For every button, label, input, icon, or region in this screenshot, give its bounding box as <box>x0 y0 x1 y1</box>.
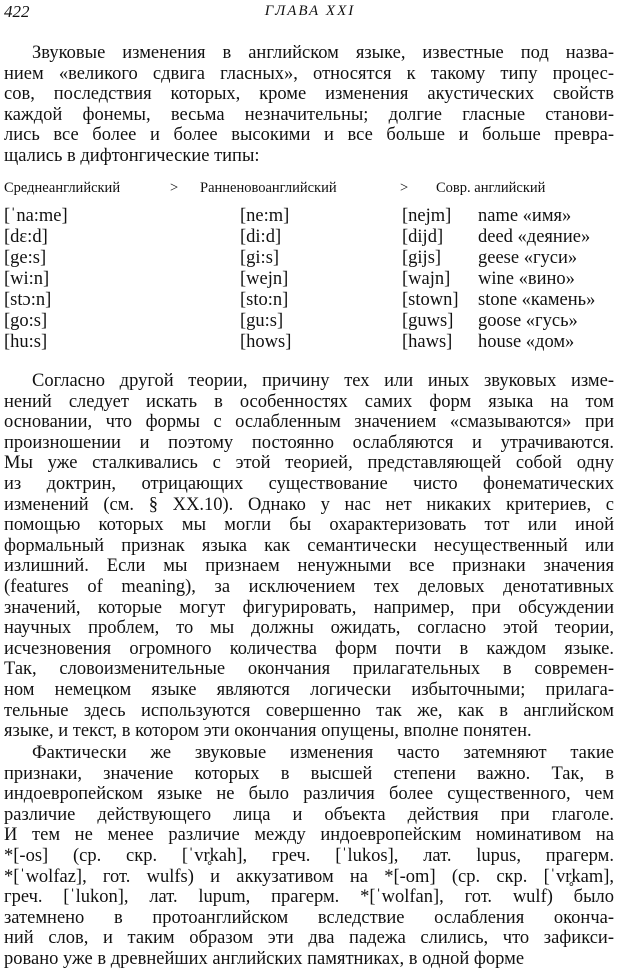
text-line: Фактически же звуковые изменения часто затемняют такие <box>32 743 614 763</box>
text-line: *[ˈwolfaz], гот. wulfs) и аккузативом на *[-om] (ср. скр. [ˈvr̥kam], <box>4 866 614 887</box>
chapter-title: ГЛАВА XXI <box>264 3 356 19</box>
text-line: затемнено в протоанглийском вследствие ослабления оконча- <box>4 907 614 928</box>
column-header-modern-english: Совр. английский <box>436 180 546 196</box>
text-line: лись все более и более высокими и все больше и больше превра- <box>4 125 614 146</box>
table-row <box>4 206 614 227</box>
text-line: ном немецком языке являются логически избыточными; прилага- <box>4 679 614 700</box>
text-line: Согласно другой теории, причину тех или иных звуковых изме- <box>32 371 614 391</box>
early-modern-form: [sto:n] <box>240 290 289 310</box>
gloss: geese «гуси» <box>478 248 578 268</box>
text-line: ровано уже в древнейших английских памятниках, в одной форме <box>4 948 525 969</box>
modern-form: [nejm] <box>402 206 452 226</box>
text-line: основании, что формы с ослабленным значением «смазываются» при <box>4 412 614 433</box>
text-line: Звуковые изменения в английском языке, известные под назва- <box>32 43 614 63</box>
early-modern-form: [wejn] <box>240 269 289 289</box>
early-modern-form: [gi:s] <box>240 248 280 268</box>
gloss: goose «гусь» <box>478 311 578 331</box>
gloss: name «имя» <box>478 206 572 226</box>
text-line: нием «великого сдвига гласных», относятся к такому типу процес- <box>4 63 614 84</box>
text-line: *[-os] (ср. скр. [ˈvr̥kah], греч. [ˈlukos], лат. lupus, прагерм. <box>4 845 614 866</box>
middle-english-form: [dɛ:d] <box>4 227 48 247</box>
arrow-2: > <box>400 180 409 196</box>
column-header-early-modern-english: Ранненовоанглийский <box>200 180 337 196</box>
modern-form: [stown] <box>402 290 459 310</box>
sound-shift-table <box>4 206 614 353</box>
middle-english-form: [stɔ:n] <box>4 290 52 310</box>
table-row <box>4 311 614 332</box>
text-line: (features of meaning), за исключением тех деловых денотативных <box>4 576 614 597</box>
gloss: stone «камень» <box>478 290 596 310</box>
early-modern-form: [di:d] <box>240 227 282 247</box>
text-line: произношении и поэтому постоянно ослабляются и утрачиваются. <box>4 432 614 453</box>
text-line: научных проблем, то мы должны ожидать, согласно этой теории, <box>4 618 614 639</box>
modern-form: [dijd] <box>402 227 444 247</box>
gloss: house «дом» <box>478 332 575 352</box>
text-line: значений, которые могут фигурировать, например, при обсуждении <box>4 597 614 618</box>
text-line: признаки, значение которых в высшей степени важно. Так, в <box>4 763 614 784</box>
page-header <box>4 2 616 26</box>
table-row <box>4 290 614 311</box>
modern-form: [haws] <box>402 332 453 352</box>
early-modern-form: [hows] <box>240 332 292 352</box>
text-line: индоевропейском языке не было различия более существенного, чем <box>4 784 614 805</box>
arrow-1: > <box>170 180 179 196</box>
paragraph-factual <box>4 743 614 970</box>
gloss: deed «деяние» <box>478 227 591 247</box>
paragraph-second-theory <box>4 371 614 742</box>
text-line: И тем не менее различие между индоевропейским номинативом на <box>4 825 614 846</box>
column-header-middle-english: Среднеанглийский <box>4 180 121 196</box>
text-line: исчезновения огромного количества форм почти в каждом языке. <box>4 638 614 659</box>
text-line: помощью которых мы могли бы охарактеризовать тот или иной <box>4 515 614 536</box>
text-line: Так, словоизменительные окончания прилагательных в современ- <box>4 659 614 680</box>
text-line: языке, и текст, в котором эти окончания опущены, вполне понятен. <box>4 721 532 742</box>
table-row <box>4 269 614 290</box>
text-line: щались в дифтонгические типы: <box>4 145 260 166</box>
paragraph-intro <box>4 43 614 167</box>
text-line: различие действующего лица и объекта действия при глаголе. <box>4 804 614 825</box>
text-line: из доктрин, отрицающих существование чисто фонематических <box>4 473 614 494</box>
early-modern-form: [gu:s] <box>240 311 284 331</box>
text-line: сов, последствия которых, кроме изменения акустических свойств <box>4 84 614 105</box>
text-line: греч. [ˈlukon], лат. lupum, прагерм. *[ˈwolfan], гот. wulf) было <box>4 887 614 908</box>
middle-english-form: [ge:s] <box>4 248 47 268</box>
sound-shift-table-header <box>4 180 614 202</box>
modern-form: [wajn] <box>402 269 451 289</box>
text-line: излишний. Если мы признаем ненужными все признаки значения <box>4 556 614 577</box>
text-line: тельные здесь используются совершенно так же, как в английском <box>4 700 614 721</box>
text-line: нений следует искать в особенностях самих форм языка на том <box>4 391 614 412</box>
early-modern-form: [ne:m] <box>240 206 290 226</box>
table-row <box>4 227 614 248</box>
text-line: каждой фонемы, весьма незначительны; долгие гласные станови- <box>4 104 614 125</box>
modern-form: [gijs] <box>402 248 442 268</box>
text-line: изменений (см. § XX.10). Однако у нас нет никаких критериев, с <box>4 494 614 515</box>
page-number: 422 <box>4 2 30 21</box>
middle-english-form: [go:s] <box>4 311 48 331</box>
modern-form: [guws] <box>402 311 454 331</box>
table-row <box>4 332 614 353</box>
text-line: формальный признак языка как семантически несущественный или <box>4 535 614 556</box>
gloss: wine «вино» <box>478 269 575 289</box>
text-line: Мы уже сталкивались с этой теорией, представляющей собой одну <box>4 453 614 474</box>
middle-english-form: [wi:n] <box>4 269 50 289</box>
table-row <box>4 248 614 269</box>
text-line: ний слов, и таким образом эти два падежа слились, что зафикси- <box>4 928 614 949</box>
middle-english-form: [hu:s] <box>4 332 48 352</box>
middle-english-form: [ˈna:me] <box>4 206 68 226</box>
